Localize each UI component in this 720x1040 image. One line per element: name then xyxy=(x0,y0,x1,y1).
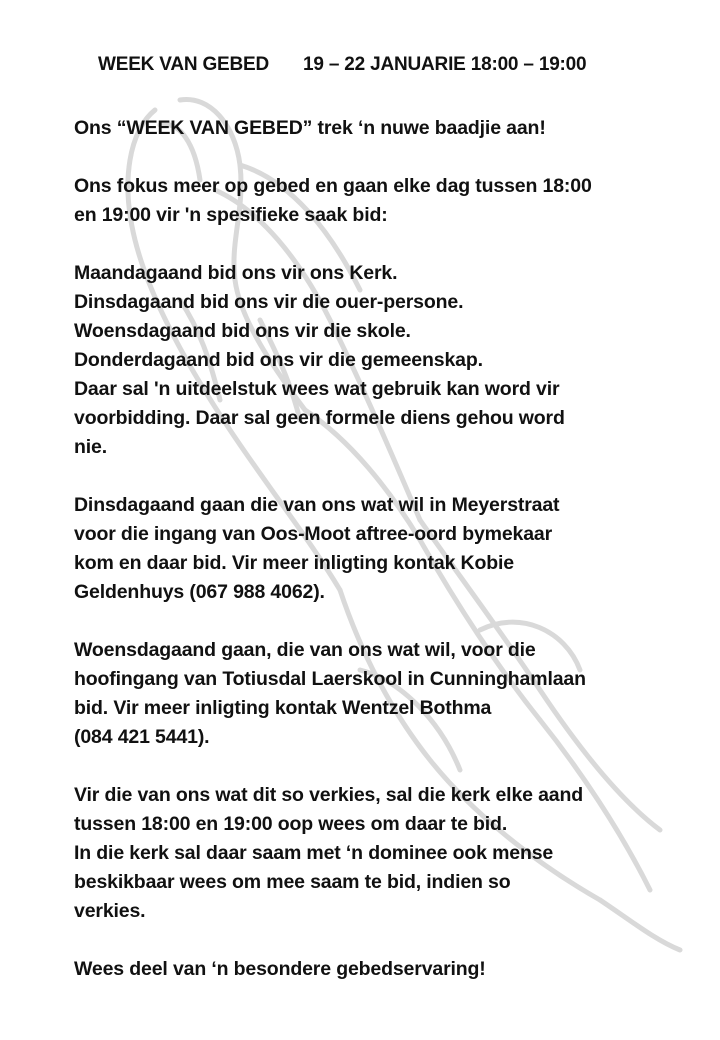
text-line: Woensdagaand gaan, die van ons wat wil, voor die xyxy=(74,639,536,661)
text-line: Dinsdagaand gaan die van ons wat wil in Meyerstraat xyxy=(74,494,560,516)
text-line: nie. xyxy=(74,436,107,458)
tuesday-paragraph xyxy=(74,491,690,607)
text-line: tussen 18:00 en 19:00 oop wees om daar te bid. xyxy=(74,813,508,835)
text-line: verkies. xyxy=(74,900,146,922)
text-line: Donderdagaand bid ons vir die gemeenskap. xyxy=(74,349,483,371)
text-line: Geldenhuys (067 988 4062). xyxy=(74,581,325,603)
text-line: Dinsdagaand bid ons vir die ouer-persone. xyxy=(74,291,464,313)
page-title xyxy=(98,54,690,76)
text-line: Woensdagaand bid ons vir die skole. xyxy=(74,320,411,342)
text-line: Vir die van ons wat dit so verkies, sal die kerk elke aand xyxy=(74,784,584,806)
text-line: In die kerk sal daar saam met ‘n dominee ook mense xyxy=(74,842,554,864)
text-line: Ons fokus meer op gebed en gaan elke dag tussen 18:00 xyxy=(74,175,592,197)
text-line: (084 421 5441). xyxy=(74,726,210,748)
text-line: Wees deel van ‘n besondere gebedservaring! xyxy=(74,958,486,980)
closing-paragraph xyxy=(74,955,690,984)
text-line: Ons “WEEK VAN GEBED” trek ‘n nuwe baadjie aan! xyxy=(74,117,546,139)
focus-paragraph xyxy=(74,172,690,230)
text-line: Maandagaand bid ons vir ons Kerk. xyxy=(74,262,398,284)
event-title: WEEK VAN GEBED xyxy=(98,54,270,75)
church-paragraph xyxy=(74,781,690,926)
event-dates: 19 – 22 JANUARIE 18:00 – 19:00 xyxy=(303,54,587,75)
text-line: bid. Vir meer inligting kontak Wentzel Bothma xyxy=(74,697,492,719)
text-line: beskikbaar wees om mee saam te bid, indien so xyxy=(74,871,511,893)
text-line: Daar sal 'n uitdeelstuk wees wat gebruik kan word vir xyxy=(74,378,560,400)
text-line: hoofingang van Totiusdal Laerskool in Cunninghamlaan xyxy=(74,668,586,690)
text-line: kom en daar bid. Vir meer inligting kontak Kobie xyxy=(74,552,514,574)
intro-paragraph xyxy=(74,114,690,143)
schedule-paragraph xyxy=(74,259,690,462)
text-line: voor die ingang van Oos-Moot aftree-oord bymekaar xyxy=(74,523,553,545)
wednesday-paragraph xyxy=(74,636,690,752)
text-line: en 19:00 vir 'n spesifieke saak bid: xyxy=(74,204,388,226)
text-line: voorbidding. Daar sal geen formele diens gehou word xyxy=(74,407,565,429)
